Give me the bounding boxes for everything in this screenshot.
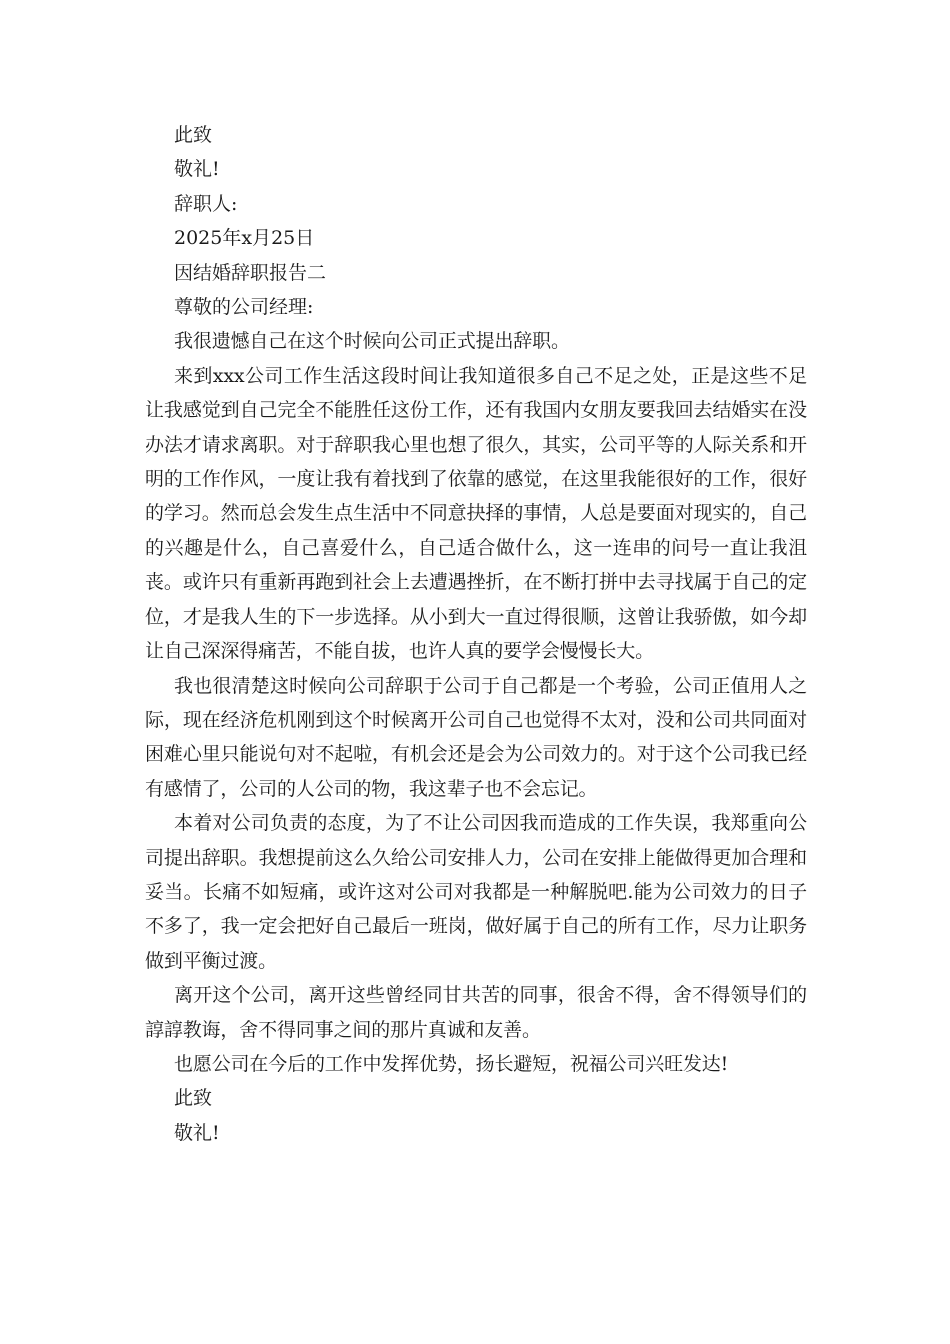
salute-line: 敬礼! xyxy=(174,158,220,181)
body-paragraph-6: 也愿公司在今后的工作中发挥优势，扬长避短，祝福公司兴旺发达! xyxy=(174,1052,729,1075)
body-paragraph-3: 我也很清楚这时候向公司辞职于公司于自己都是一个考验，公司正值用人之际，现在经济危机刚到这个时候离开公司自己也觉得不太对，没和公司共同面对困难心里只能说句对不起啦，有机会还是会为公司效力的。对于这个公司我已经有感情了，公司的人公司的物，我这辈子也不会忘记。 xyxy=(145,674,807,800)
body-paragraph-4: 本着对公司负责的态度，为了不让公司因我而造成的工作失误，我郑重向公司提出辞职。我想提前这么久给公司安排人力，公司在安排上能做得更加合理和妥当。长痛不如短痛，或许这对公司对我都是一种解脱吧.能为公司效力的日子不多了，我一定会把好自己最后一班岗，做好属于自己的所有工作，尽力让职务做到平衡过渡。 xyxy=(145,812,807,972)
body-paragraph-2: 来到xxx公司工作生活这段时间让我知道很多自己不足之处，正是这些不足让我感觉到自己完全不能胜任这份工作，还有我国内女朋友要我回去结婚实在没办法才请求离职。对于辞职我心里也想了很久，其实，公司平等的人际关系和开明的工作作风，一度让我有着找到了依靠的感觉，在这里我能很好的工作，很好的学习。然而总会发生点生活中不同意抉择的事情，人总是要面对现实的，自己的兴趣是什么，自己喜爱什么，自己适合做什么，这一连串的问号一直让我沮丧。或许只有重新再跑到社会上去遭遇挫折，在不断打拼中去寻找属于自己的定位，才是我人生的下一步选择。从小到大一直过得很顺，这曾让我骄傲，如今却让自己深深得痛苦，不能自拔，也许人真的要学会慢慢长大。 xyxy=(145,364,807,663)
body-paragraph-1: 我很遗憾自己在这个时候向公司正式提出辞职。 xyxy=(174,330,570,353)
body-paragraph-5: 离开这个公司，离开这些曾经同甘共苦的同事，很舍不得，舍不得领导们的諄諄教诲，舍不得同事之间的那片真诚和友善。 xyxy=(145,984,807,1041)
closing-line: 此致 xyxy=(174,124,213,146)
signer-label: 辞职人: xyxy=(174,192,238,215)
date-line: 2025年x月25日 xyxy=(174,227,315,250)
document-title: 因结婚辞职报告二 xyxy=(174,261,327,284)
document-page xyxy=(145,118,807,1150)
greeting-line: 尊敬的公司经理: xyxy=(174,296,314,319)
salute-line-2: 敬礼! xyxy=(174,1121,220,1144)
closing-line-2: 此致 xyxy=(174,1087,213,1110)
